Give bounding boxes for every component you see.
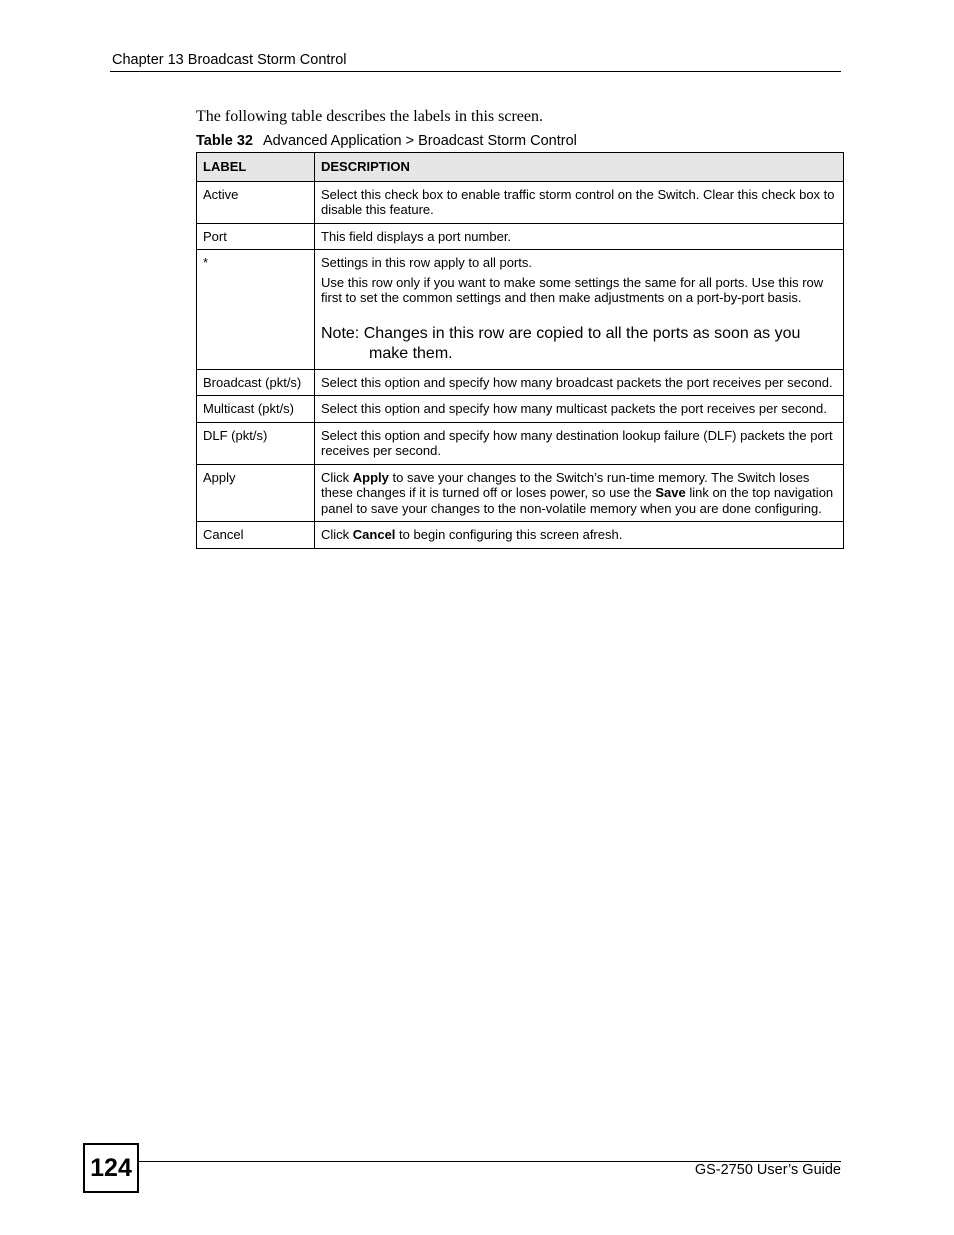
table-row: [197, 250, 844, 370]
table-row: [197, 181, 844, 223]
row-description: This field displays a port number.: [315, 223, 844, 250]
table-row: [197, 422, 844, 464]
row-label: Broadcast (pkt/s): [197, 369, 315, 396]
save-keyword: Save: [655, 485, 686, 500]
intro-paragraph: The following table describes the labels in this screen.: [196, 108, 544, 125]
cancel-keyword: Cancel: [352, 527, 396, 542]
description-text: to save your changes to the Switch’s run-time memory. The Switch loses these changes if it is turned off or loses power, so use the: [321, 469, 810, 500]
table-row: [197, 369, 844, 396]
row-description: [315, 250, 844, 370]
row-label: DLF (pkt/s): [197, 422, 315, 464]
table-caption-title: Advanced Application > Broadcast Storm Control: [262, 133, 577, 149]
row-description-line: Settings in this row apply to all ports.: [321, 255, 532, 270]
row-label: Port: [197, 223, 315, 250]
chapter-header: Chapter 13 Broadcast Storm Control: [112, 52, 347, 68]
row-label: Active: [197, 181, 315, 223]
row-description: Select this option and specify how many destination lookup failure (DLF) packets the port receives per second.: [315, 422, 844, 464]
table-row: [197, 464, 844, 522]
row-description: Select this option and specify how many broadcast packets the port receives per second.: [315, 369, 844, 396]
label-description-table: [196, 152, 844, 549]
table-row: [197, 223, 844, 250]
row-label: Apply: [197, 464, 315, 522]
table-row: [197, 522, 844, 549]
description-text: link on the top navigation panel to save your changes to the non-volatile memory when you are done configuring.: [321, 485, 834, 516]
row-description: Select this check box to enable traffic storm control on the Switch. Clear this check box to disable this feature.: [315, 181, 844, 223]
row-label: Multicast (pkt/s): [197, 396, 315, 423]
row-label: *: [197, 250, 315, 370]
column-header-description: DESCRIPTION: [315, 153, 844, 182]
note-text: Note: Changes in this row are copied to all the ports as soon as you make them.: [321, 324, 801, 362]
table-row: [197, 396, 844, 423]
table-caption: [196, 133, 577, 149]
column-header-label: LABEL: [197, 153, 315, 182]
row-description: Select this option and specify how many multicast packets the port receives per second.: [315, 396, 844, 423]
table-header-row: [197, 153, 844, 182]
page-number: 124: [83, 1143, 139, 1193]
header-divider: [110, 71, 841, 72]
description-text: Click: [321, 527, 353, 542]
row-description-line: Use this row only if you want to make some settings the same for all ports. Use this row first to set the common settings and then make adjustments on a port-by-port basis.: [321, 274, 824, 305]
row-label: Cancel: [197, 522, 315, 549]
description-text: to begin configuring this screen afresh.: [395, 527, 623, 542]
guide-title: GS-2750 User’s Guide: [694, 1162, 841, 1178]
row-description: [315, 464, 844, 522]
row-description: [315, 522, 844, 549]
apply-keyword: Apply: [352, 469, 389, 485]
table-caption-number: Table 32: [196, 133, 253, 149]
description-text: Click: [321, 469, 353, 485]
